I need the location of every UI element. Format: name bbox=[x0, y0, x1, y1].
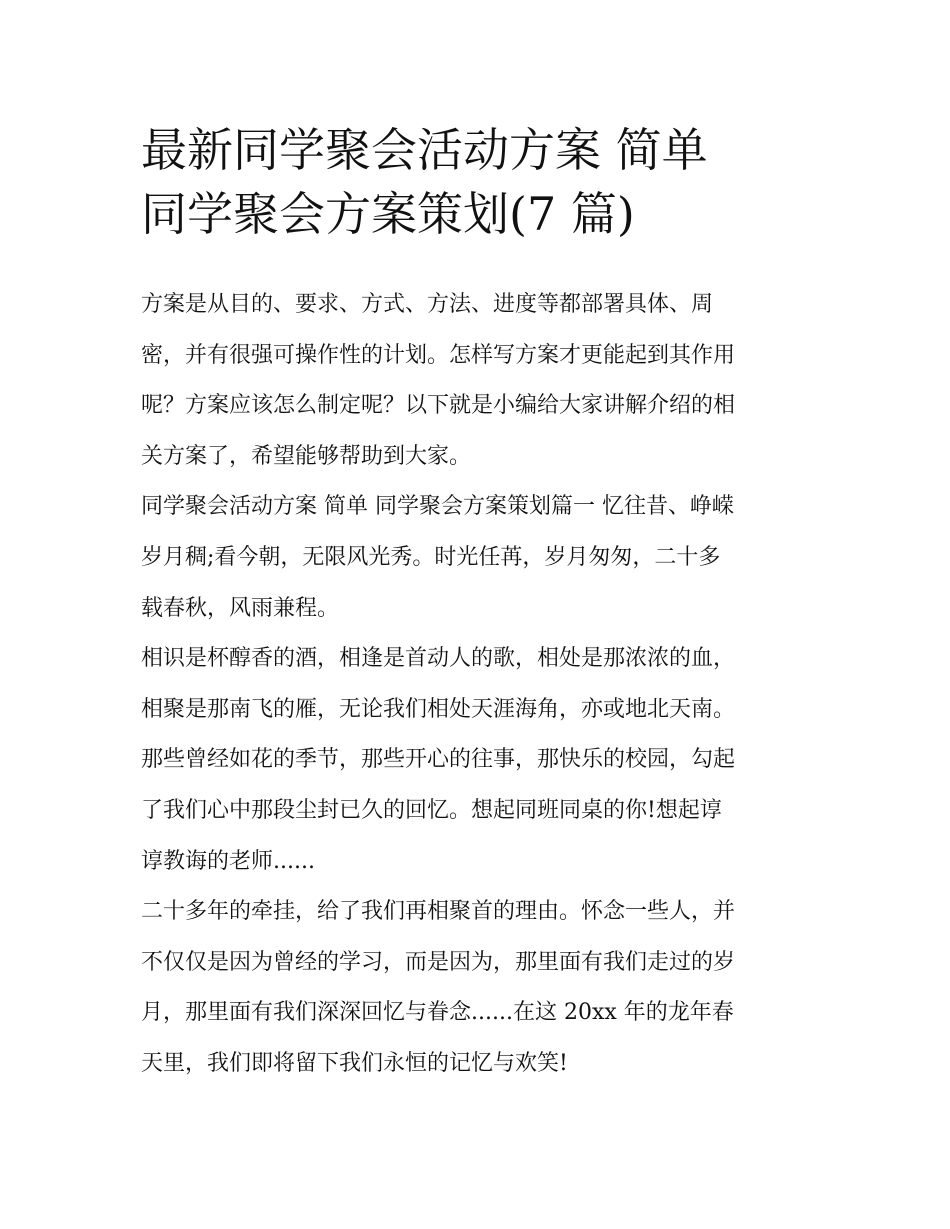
text-line: 密，并有很强可操作性的计划。怎样写方案才更能起到其作用 bbox=[141, 342, 736, 368]
text-line: 相识是杯醇香的酒，相逢是首动人的歌，相处是那浓浓的血， bbox=[141, 646, 736, 672]
title-line-1: 最新同学聚会活动方案 简单 bbox=[141, 123, 708, 177]
text-line: 呢？方案应该怎么制定呢？以下就是小编给大家讲解介绍的相 bbox=[141, 393, 736, 419]
text-line: 月，那里面有我们深深回忆与眷念......在这 20xx 年的龙年春 bbox=[141, 1000, 734, 1026]
text-line: 那些曾经如花的季节，那些开心的往事，那快乐的校园，勾起 bbox=[141, 747, 736, 773]
text-line: 不仅仅是因为曾经的学习，而是因为，那里面有我们走过的岁 bbox=[141, 949, 736, 975]
paragraph-reunion bbox=[141, 887, 821, 1089]
document-body bbox=[141, 280, 821, 1090]
text-line: 关方案了，希望能够帮助到大家。 bbox=[141, 443, 472, 469]
text-line: 谆教诲的老师...... bbox=[141, 848, 315, 874]
text-line: 二十多年的牵挂，给了我们再相聚首的理由。怀念一些人，并 bbox=[141, 899, 736, 925]
document-title bbox=[141, 118, 841, 246]
paragraph-section-one bbox=[141, 482, 821, 634]
text-line: 天里，我们即将留下我们永恒的记忆与欢笑! bbox=[141, 1050, 568, 1076]
text-line: 岁月稠;看今朝，无限风光秀。时光任苒，岁月匆匆，二十多 bbox=[141, 544, 721, 570]
text-line: 载春秋，风雨兼程。 bbox=[141, 595, 340, 621]
text-line: 同学聚会活动方案 简单 同学聚会方案策划篇一 忆往昔、峥嵘 bbox=[141, 494, 734, 520]
paragraph-memories bbox=[141, 634, 821, 887]
paragraph-intro bbox=[141, 280, 821, 482]
text-line: 了我们心中那段尘封已久的回忆。想起同班同桌的你!想起谆 bbox=[141, 797, 722, 823]
title-line-2: 同学聚会方案策划(7 篇) bbox=[141, 187, 635, 241]
text-line: 方案是从目的、要求、方式、方法、进度等都部署具体、周 bbox=[141, 292, 714, 317]
text-line: 相聚是那南飞的雁，无论我们相处天涯海角，亦或地北天南。 bbox=[141, 696, 736, 722]
